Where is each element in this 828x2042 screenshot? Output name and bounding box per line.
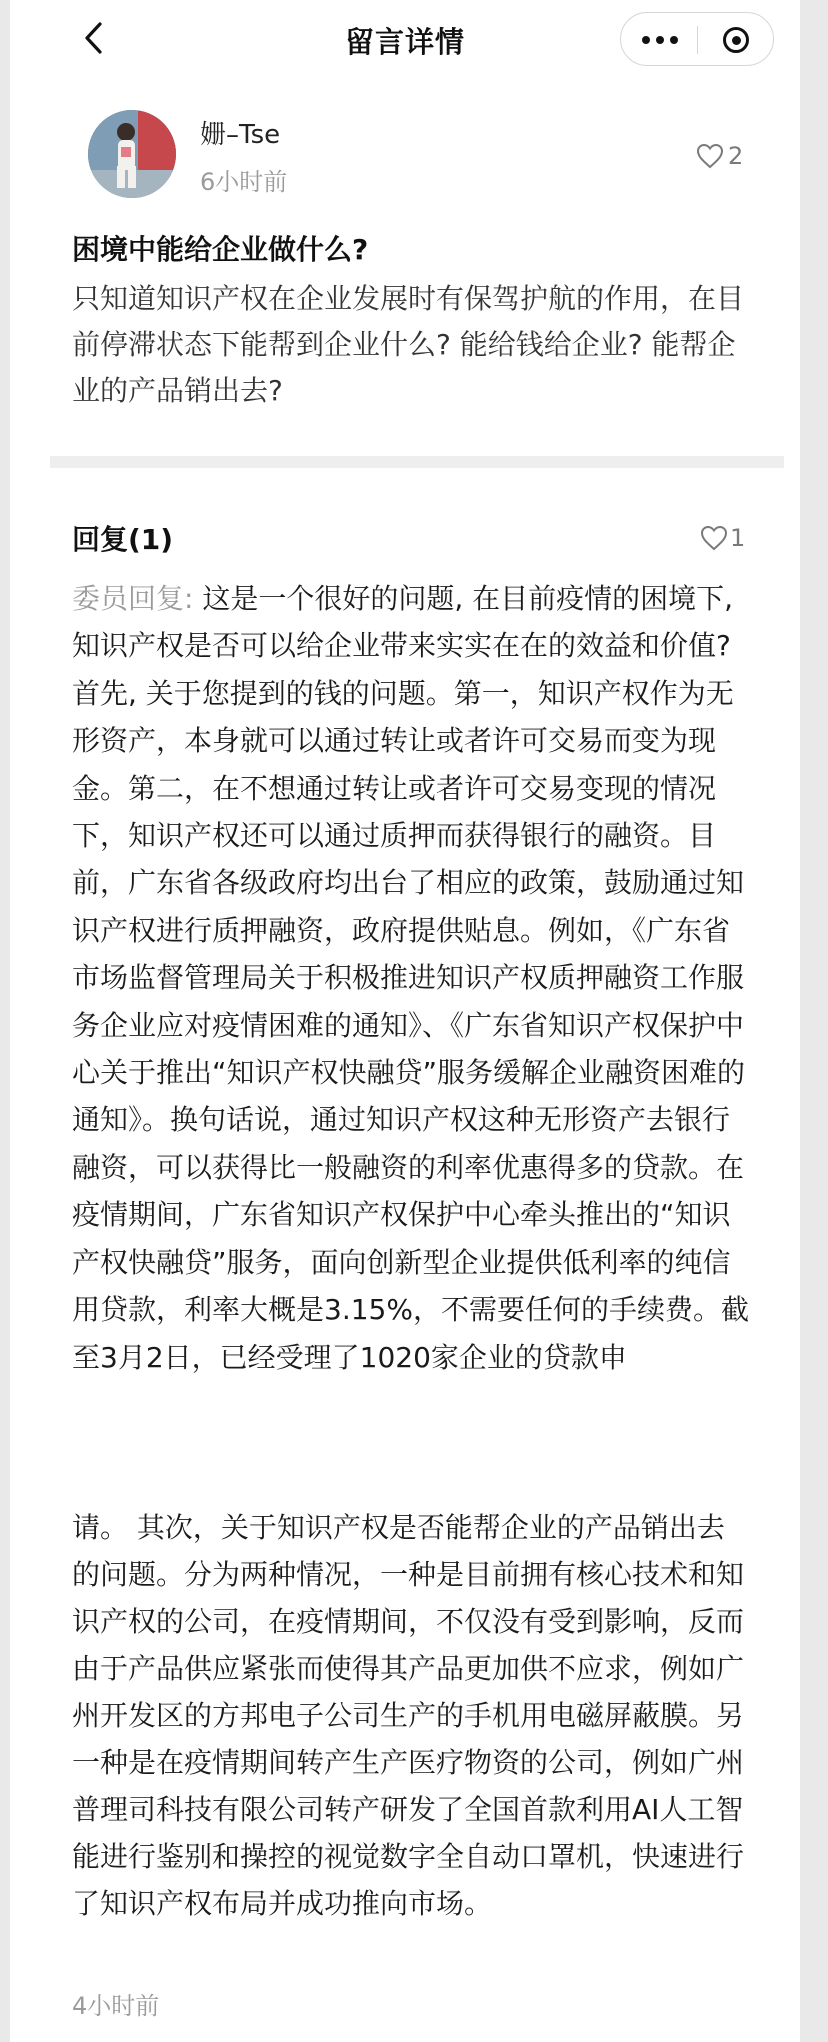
- reply-timestamp: 4小时前: [72, 1992, 160, 2020]
- reply-like-button[interactable]: [700, 524, 745, 552]
- close-mini-program-button[interactable]: [711, 21, 761, 59]
- top-nav-bar: [10, 0, 800, 80]
- reply-author-prefix: 委员回复:: [72, 582, 203, 615]
- reply-like-count: 1: [730, 524, 746, 552]
- avatar-image: [88, 110, 176, 198]
- more-button[interactable]: [631, 21, 689, 59]
- page-title: 留言详情: [344, 25, 465, 59]
- avatar[interactable]: [88, 110, 176, 198]
- post-timestamp: 6小时前: [200, 168, 288, 196]
- reply-body-continued: 请。 其次，关于知识产权是否能帮企业的产品销出去的问题。分为两种情况，一种是目前拥有核心技术和知识产权的公司，在疫情期间，不仅没有受到影响，反而由于产品供应紧张而使得其产品更加供不应求，例如广州开发区的方邦电子公司生产的手机用电磁屏蔽膜。另一种是在疫情期间转产生产医疗物资的公司，例如广州普理司科技有限公司转产研发了全国首款利用AI人工智能进行鉴别和操控的视觉数字全自动口罩机，快速进行了知识产权布局并成功推向市场。: [72, 1511, 745, 1920]
- heart-outline-icon: [700, 525, 728, 551]
- more-dots-icon: [642, 36, 650, 44]
- post-like-button[interactable]: [696, 142, 743, 170]
- mini-program-capsule: [620, 12, 774, 66]
- post-like-count: 2: [728, 142, 744, 170]
- message-detail-page: [10, 0, 800, 2042]
- capsule-divider: [697, 26, 698, 54]
- post-title: 困境中能给企业做什么?: [72, 233, 369, 266]
- heart-outline-icon: [696, 143, 724, 169]
- reply-text-part1: 这是一个很好的问题, 在目前疫情的困境下, 知识产权是否可以给企业带来实实在在的效益和价值? 首先, 关于您提到的钱的问题。第一，知识产权作为无形资产，本身就可以通过转让或者许可交易而变为现金。第二，在不想通过转让或者许可交易变现的情况下，知识产权还可以通过质押而获得银行的融资。目前，广东省各级政府均出台了相应的政策，鼓励通过知识产权进行质押融资，政府提供贴息。例如，《广东省市场监督管理局关于积极推进知识产权质押融资工作服务企业应对疫情困难的通知》、《广东省知识产权保护中心关于推出“知识产权快融贷”服务缓解企业融资困难的通知》。换句话说，通过知识产权这种无形资产去银行融资，可以获得比一般融资的利率优惠得多的贷款。在疫情期间，广东省知识产权保护中心牵头推出的“知识产权快融贷”服务，面向创新型企业提供低利率的纯信用贷款，利率大概是3.15%，不需要任何的手续费。截至3月2日，已经受理了1020家企业的贷款申: [72, 582, 749, 1374]
- target-close-icon: [723, 27, 749, 53]
- author-name: 姗–Tse: [200, 120, 281, 150]
- reply-body: [72, 575, 752, 1381]
- reply-count-header: 回复(1): [72, 523, 174, 556]
- post-body: 只知道知识产权在企业发展时有保驾护航的作用，在目前停滞状态下能帮到企业什么? 能给钱给企业? 能帮企业的产品销出去?: [72, 282, 745, 407]
- section-divider: [50, 456, 784, 468]
